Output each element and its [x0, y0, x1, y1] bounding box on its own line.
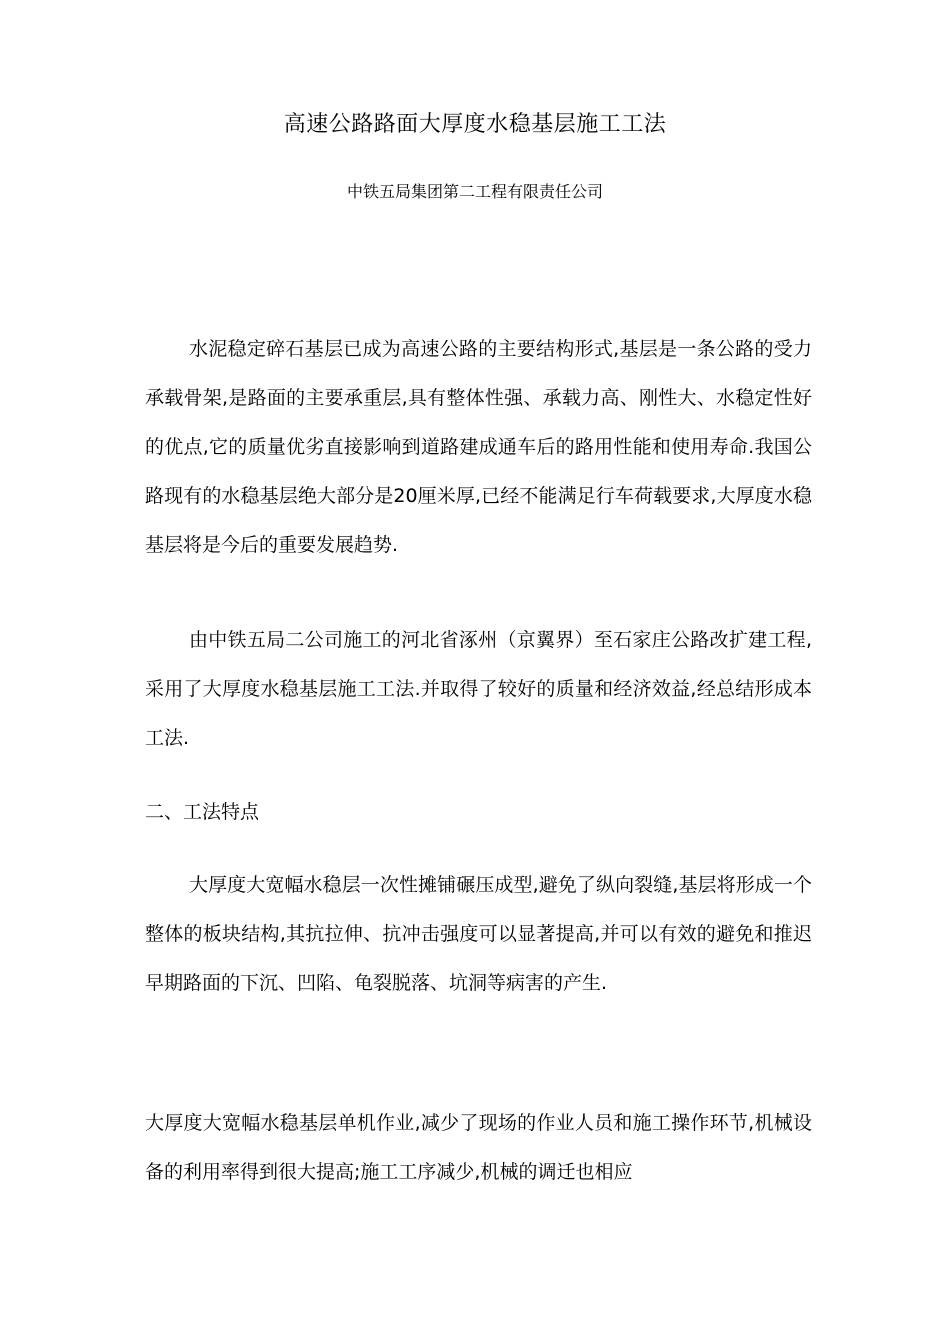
paragraph-project: 由中铁五局二公司施工的河北省涿州（京翼界）至石家庄公路改扩建工程,采用了大厚度水稳基层施工工法.并取得了较好的质量和经济效益,经总结形成本工法. [145, 629, 812, 749]
paragraph-introduction: 水泥稳定碎石基层已成为高速公路的主要结构形式,基层是一条公路的受力承载骨架,是路面的主要承重层,具有整体性强、承载力高、刚性大、水稳定性好的优点,它的质量优劣直接影响到道路建成通车后的路用性能和使用寿命.我国公路现有的水稳基层绝大部分是20厘米厚,已经不能满足行车荷载要求,大厚度水稳基层将是今后的重要发展趋势. [145, 338, 812, 556]
paragraph-feature-1: 大厚度大宽幅水稳层一次性摊铺碾压成型,避免了纵向裂缝,基层将形成一个整体的板块结构,其抗拉伸、抗冲击强度可以显著提高,并可以有效的避免和推迟早期路面的下沉、凹陷、龟裂脱落、坑洞等病害的产生. [145, 874, 812, 994]
section-heading-features: 二、工法特点 [145, 801, 260, 823]
document-organization: 中铁五局集团第二工程有限责任公司 [346, 182, 603, 201]
document-title: 高速公路路面大厚度水稳基层施工工法 [283, 112, 667, 137]
paragraph-feature-2: 大厚度大宽幅水稳基层单机作业,减少了现场的作业人员和施工操作环节,机械设备的利用率得到很大提高;施工工序减少,机械的调迁也相应 [145, 1112, 812, 1183]
